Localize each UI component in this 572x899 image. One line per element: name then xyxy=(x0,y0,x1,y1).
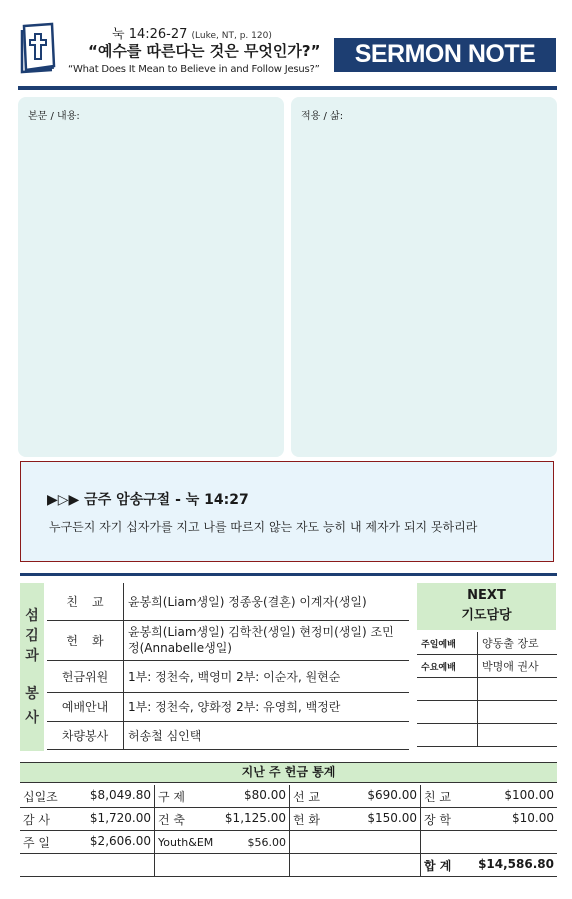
sermon-title-korean: “예수를 따른다는 것은 무엇인가?” xyxy=(88,42,321,60)
side-char: 섬 xyxy=(25,608,39,624)
reference-text: 눅 14:26-27 xyxy=(112,27,188,42)
table-row xyxy=(20,831,557,854)
prayer-service xyxy=(417,701,478,724)
offering-amount: $1,125.00 xyxy=(224,810,286,825)
sermon-note-badge: SERMON NOTE xyxy=(334,38,556,72)
prayer-leader xyxy=(478,701,558,724)
serve-value: 허송철 심인택 xyxy=(124,721,410,749)
offering-amount: $2,606.00 xyxy=(89,833,151,848)
serve-value: 1부: 정천숙, 양화정 2부: 유영희, 백정란 xyxy=(124,692,410,721)
table-row xyxy=(20,785,557,808)
serve-category: 차량봉사 xyxy=(47,721,124,749)
table-row xyxy=(47,583,409,620)
offering-amount: $8,049.80 xyxy=(89,787,151,802)
memory-verse-box xyxy=(20,461,554,562)
side-char: 과 xyxy=(25,648,39,664)
offering-label: 친 교 xyxy=(424,789,451,804)
sermon-title-english: “What Does It Mean to Believe in and Follow Jesus?” xyxy=(68,64,320,75)
prayer-leader xyxy=(478,724,558,747)
memory-verse-text: 누구든지 자기 십자가를 지고 나를 따르지 않는 자도 능히 내 제자가 되지 못하리라 xyxy=(49,520,478,534)
serve-value: 윤봉희(Liam생일) 김학찬(생일) 현정미(생일) 조민정(Annabelle생일) xyxy=(124,620,410,660)
offering-label: 십일조 xyxy=(23,789,58,804)
prayer-service xyxy=(417,678,478,701)
serve-category: 예배안내 xyxy=(47,692,124,721)
offering-table xyxy=(20,785,557,877)
text-content-note-box[interactable] xyxy=(18,97,284,457)
prayer-service xyxy=(417,724,478,747)
serve-value: 윤봉희(Liam생일) 정종웅(결혼) 이계자(생일) xyxy=(124,583,410,620)
table-row xyxy=(47,660,409,692)
offering-label: 주 일 xyxy=(23,835,50,850)
next-prayer-heading xyxy=(417,583,556,630)
offering-stats-heading: 지난 주 헌금 통계 xyxy=(20,762,557,783)
text-content-label: 본문 / 내용: xyxy=(28,111,80,122)
serve-category: 친교 xyxy=(47,583,124,620)
prayer-leader: 박명애 권사 xyxy=(478,655,558,678)
table-row xyxy=(47,620,409,660)
table-row xyxy=(417,678,557,701)
offering-amount: $100.00 xyxy=(504,787,554,802)
prayer-service: 수요예배 xyxy=(417,655,478,678)
bible-cross-icon xyxy=(18,22,60,74)
serve-side-label xyxy=(20,583,44,751)
offering-amount: $80.00 xyxy=(244,787,286,802)
offering-amount: $690.00 xyxy=(367,787,417,802)
offering-amount: $1,720.00 xyxy=(89,810,151,825)
offering-label: 선 교 xyxy=(293,789,320,804)
next-heading-line1: NEXT xyxy=(467,588,506,603)
serve-table xyxy=(47,583,409,750)
serve-value: 1부: 정천숙, 백영미 2부: 이순자, 원현순 xyxy=(124,660,410,692)
offering-label: 헌 화 xyxy=(293,812,320,827)
total-label: 합 계 xyxy=(424,858,452,873)
table-row xyxy=(417,655,557,678)
next-heading-line2: 기도담당 xyxy=(461,608,512,623)
serve-category: 헌화 xyxy=(47,620,124,660)
table-row xyxy=(20,854,557,877)
prayer-service: 주일예배 xyxy=(417,632,478,655)
next-prayer-table xyxy=(417,632,557,747)
reference-note: (Luke, NT, p. 120) xyxy=(191,31,272,41)
side-char: 봉 xyxy=(25,686,39,702)
offering-label: 구 제 xyxy=(158,789,185,804)
total-amount: $14,586.80 xyxy=(478,856,554,871)
table-row xyxy=(47,692,409,721)
application-note-box[interactable] xyxy=(291,97,557,457)
offering-amount: $150.00 xyxy=(367,810,417,825)
side-char: 김 xyxy=(25,628,39,644)
memory-verse-title: ▶▷▶ 금주 암송구절 - 눅 14:27 xyxy=(47,492,249,508)
prayer-leader: 양동출 장로 xyxy=(478,632,558,655)
table-row xyxy=(417,724,557,747)
offering-label: 장 학 xyxy=(424,812,451,827)
table-row xyxy=(20,808,557,831)
header-divider xyxy=(18,86,557,90)
table-row xyxy=(47,721,409,749)
table-row xyxy=(417,701,557,724)
table-row xyxy=(417,632,557,655)
offering-amount: $56.00 xyxy=(247,835,286,849)
side-char: 사 xyxy=(25,710,39,726)
prayer-leader xyxy=(478,678,558,701)
application-label: 적용 / 삶: xyxy=(301,111,344,122)
offering-label: 감 사 xyxy=(23,812,50,827)
offering-amount: $10.00 xyxy=(512,810,554,825)
serve-section-divider xyxy=(20,573,557,576)
serve-category: 헌금위원 xyxy=(47,660,124,692)
offering-label: Youth&EM xyxy=(158,835,214,849)
offering-label: 건 축 xyxy=(158,812,185,827)
